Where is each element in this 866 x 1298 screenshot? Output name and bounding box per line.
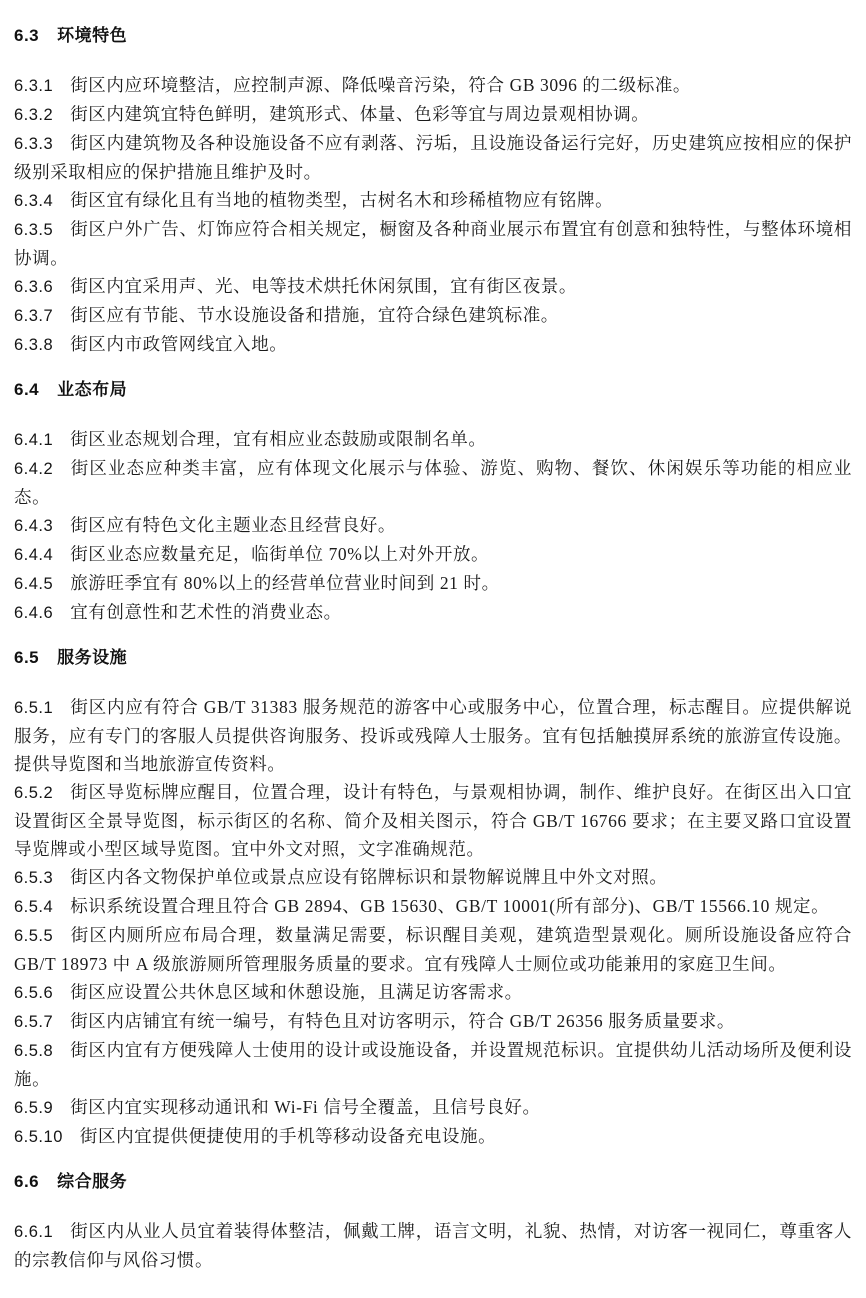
section-heading xyxy=(14,1168,852,1196)
clause xyxy=(14,1036,852,1093)
clause-text: 街区内宜实现移动通讯和 Wi-Fi 信号全覆盖，且信号良好。 xyxy=(70,1097,541,1117)
clause xyxy=(14,454,852,511)
clause xyxy=(14,978,852,1007)
clause-number: 6.4.3 xyxy=(14,517,54,535)
clause xyxy=(14,921,852,978)
clause xyxy=(14,540,852,569)
clause-number: 6.3.2 xyxy=(14,106,54,124)
clause-number: 6.6.1 xyxy=(14,1223,54,1241)
clause-number: 6.5.10 xyxy=(14,1128,63,1146)
section-number: 6.3 xyxy=(14,26,40,45)
clause-number: 6.3.5 xyxy=(14,221,54,239)
clause xyxy=(14,100,852,129)
clause-text: 标识系统设置合理且符合 GB 2894、GB 15630、GB/T 10001(所有部分)、GB/T 15566.10 规定。 xyxy=(70,896,830,916)
clause-number: 6.3.6 xyxy=(14,278,54,296)
clause xyxy=(14,1093,852,1122)
clause-number: 6.4.4 xyxy=(14,546,54,564)
clause-text: 街区内市政管网线宜入地。 xyxy=(70,334,288,354)
section-number: 6.6 xyxy=(14,1172,40,1191)
clause-number: 6.3.8 xyxy=(14,336,54,354)
section-number: 6.5 xyxy=(14,648,40,667)
clause-number: 6.5.7 xyxy=(14,1013,54,1031)
clause xyxy=(14,71,852,100)
clause-number: 6.5.4 xyxy=(14,898,54,916)
section-heading xyxy=(14,22,852,50)
clause-text: 街区内厕所应布局合理，数量满足需要，标识醒目美观，建筑造型景观化。厕所设施设备应符合 GB/T 18973 中 A 级旅游厕所管理服务质量的要求。宜有残障人士厕位或功能兼用的家庭卫生间。 xyxy=(14,925,852,974)
clause-number: 6.3.3 xyxy=(14,135,54,153)
clause-text: 宜有创意性和艺术性的消费业态。 xyxy=(70,602,342,622)
clause xyxy=(14,511,852,540)
clause xyxy=(14,215,852,272)
clause-text: 街区内店铺宜有统一编号，有特色且对访客明示，符合 GB/T 26356 服务质量要求。 xyxy=(70,1011,735,1031)
clause-text: 街区内宜提供便捷使用的手机等移动设备充电设施。 xyxy=(79,1126,497,1146)
clause-number: 6.3.4 xyxy=(14,192,54,210)
clause-text: 街区应设置公共休息区域和休憩设施，且满足访客需求。 xyxy=(70,982,523,1002)
clause-text: 街区宜有绿化且有当地的植物类型，古树名木和珍稀植物应有铭牌。 xyxy=(70,190,614,210)
section-title: 综合服务 xyxy=(57,1172,128,1191)
clause-text: 街区户外广告、灯饰应符合相关规定，橱窗及各种商业展示布置宜有创意和独特性，与整体环境相协调。 xyxy=(14,219,852,268)
clause-text: 街区导览标牌应醒目，位置合理，设计有特色，与景观相协调，制作、维护良好。在街区出入口宜设置街区全景导览图，标示街区的名称、简介及相关图示，符合 GB/T 16766 要求；在主要叉路口宜设置导览牌或小型区域导览图。宜中外文对照，文字准确规范。 xyxy=(14,782,852,859)
clause-number: 6.5.6 xyxy=(14,984,54,1002)
clause-text: 街区内宜有方便残障人士使用的设计或设施设备，并设置规范标识。宜提供幼儿活动场所及便利设施。 xyxy=(14,1040,852,1089)
clause-number: 6.5.9 xyxy=(14,1099,54,1117)
clause-text: 街区应有特色文化主题业态且经营良好。 xyxy=(70,515,397,535)
clause-number: 6.4.6 xyxy=(14,604,54,622)
clause-text: 街区业态应数量充足，临街单位 70%以上对外开放。 xyxy=(70,544,490,564)
section-title: 服务设施 xyxy=(57,648,128,667)
clause xyxy=(14,1007,852,1036)
section-heading xyxy=(14,376,852,404)
clause-text: 街区应有节能、节水设施设备和措施，宜符合绿色建筑标准。 xyxy=(70,305,559,325)
clause xyxy=(14,863,852,892)
clause-number: 6.4.1 xyxy=(14,431,54,449)
clause-text: 街区内应环境整洁，应控制声源、降低噪音污染，符合 GB 3096 的二级标准。 xyxy=(70,75,692,95)
clause-number: 6.3.1 xyxy=(14,77,54,95)
clause xyxy=(14,1217,852,1274)
clause xyxy=(14,693,852,778)
clause xyxy=(14,186,852,215)
clause-text: 街区内建筑宜特色鲜明，建筑形式、体量、色彩等宜与周边景观相协调。 xyxy=(70,104,650,124)
clause-number: 6.3.7 xyxy=(14,307,54,325)
clause-number: 6.5.5 xyxy=(14,927,54,945)
section-number: 6.4 xyxy=(14,380,40,399)
clause xyxy=(14,425,852,454)
section-title: 环境特色 xyxy=(57,26,128,45)
clause xyxy=(14,1122,852,1151)
clause-text: 街区业态规划合理，宜有相应业态鼓励或限制名单。 xyxy=(70,429,487,449)
clause-number: 6.5.3 xyxy=(14,869,54,887)
clause xyxy=(14,892,852,921)
clause xyxy=(14,129,852,186)
clause xyxy=(14,598,852,627)
clause xyxy=(14,301,852,330)
clause-number: 6.4.2 xyxy=(14,460,54,478)
clause-text: 街区业态应种类丰富，应有体现文化展示与体验、游览、购物、餐饮、休闲娱乐等功能的相应业态。 xyxy=(14,458,852,507)
clause-text: 街区内应有符合 GB/T 31383 服务规范的游客中心或服务中心，位置合理，标志醒目。应提供解说服务，应有专门的客服人员提供咨询服务、投诉或残障人士服务。宜有包括触摸屏系统的旅游宣传设施。提供导览图和当地旅游宣传资料。 xyxy=(14,697,852,774)
clause-text: 街区内从业人员宜着装得体整洁，佩戴工牌，语言文明，礼貌、热情，对访客一视同仁，尊重客人的宗教信仰与风俗习惯。 xyxy=(14,1221,852,1270)
clause xyxy=(14,569,852,598)
clause-text: 街区内建筑物及各种设施设备不应有剥落、污垢，且设施设备运行完好，历史建筑应按相应的保护级别采取相应的保护措施且维护及时。 xyxy=(14,133,852,182)
clause-number: 6.5.1 xyxy=(14,699,54,717)
section-heading xyxy=(14,644,852,672)
clause-number: 6.5.8 xyxy=(14,1042,54,1060)
clause-number: 6.5.2 xyxy=(14,784,54,802)
clause xyxy=(14,778,852,863)
clause-number: 6.4.5 xyxy=(14,575,54,593)
clause xyxy=(14,330,852,359)
clause-text: 街区内宜采用声、光、电等技术烘托休闲氛围，宜有街区夜景。 xyxy=(70,276,578,296)
clause xyxy=(14,272,852,301)
clause-text: 街区内各文物保护单位或景点应设有铭牌标识和景物解说牌且中外文对照。 xyxy=(70,867,668,887)
section-title: 业态布局 xyxy=(57,380,128,399)
clause-text: 旅游旺季宜有 80%以上的经营单位营业时间到 21 时。 xyxy=(70,573,500,593)
